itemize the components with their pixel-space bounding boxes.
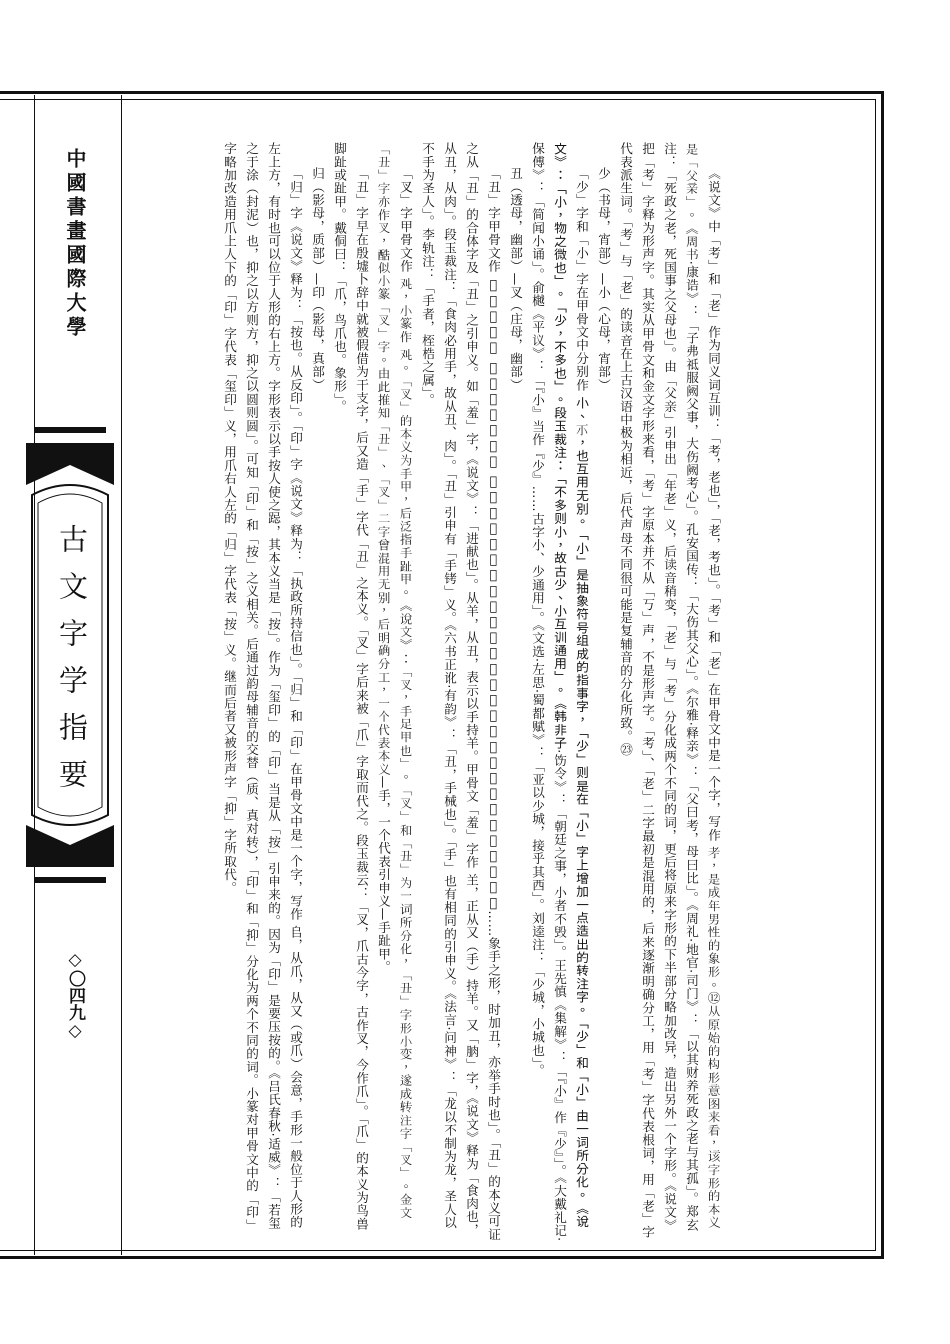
paragraph: 「归」字《说文》释为：「按也。从反印」。「印」字《说文》释为：「执政所持信也」。「归」和「印」在甲骨文中是一个字，写作 𠂤，从爪，从又（或爪）会意，手形一般位于人形的左上方，有时也可以位于人形的右上方。字形表示以手按人使之跽，其本义当是「按」。作为「玺印」的「印」当是从「按」引申来的。因为「印」是要压按的。《吕氏春秋·适威》：「若玺之于涂（封泥）也，抑之以方则方，抑之以圆则圆」。可知「印」和「按」之义相关。后通过韵母辅音的交替（质、真对转），「印」和「抑」分化为两个不同的词。小篆对甲骨文中的「印」字略加改造用爪上人下的「印」字代表「玺印」义，用爪右人左的「归」字代表「按」义。继而后者又被形声字「抑」字所取代。: [222, 142, 303, 1232]
section-heading: 丑（透母，幽部）—叉（庄母，幽部）: [508, 167, 523, 392]
page-number: ◇〇四九◇: [65, 950, 85, 1041]
paragraph: 「少」字和「小」字在甲骨文中分别作 𡭔、𡭕，也互用无别。「小」是抽象符号组成的指事字，「少」则是在「小」字上增加一点造出的转注字。「少」和「小」由一词所分化。《说文》：「小，物之微也」。「少，不多也」。段玉裁注：「不多则小，故古少、小互训通用」。《韩非子·饬令》：「朝廷之事，小者不毁」。王先慎《集解》：「『小』作『少』」。《大戴礼记·保傅》：「简闻小诵」。俞樾《平议》：「『小』当作『少』……古字小、少通用」。《文选·左思·蜀都赋》：「亚以少城，接乎其西」。刘逵注：「少城，小城也」。: [530, 142, 589, 1242]
book-title: 古文字学指要: [55, 524, 89, 806]
spine-divider: [121, 95, 122, 1255]
section-heading: 少（书母，宵部）—小（心母，宵部）: [596, 167, 611, 392]
title-banner: [22, 425, 118, 885]
paragraph: 「叉」字甲骨文作 𠬜，小篆作 𠬜。「叉」的本义为手甲，后泛指手趾甲。《说文》：「叉，手足甲也」。「叉」和「丑」为一词所分化，「丑」字形小变，遂成转注字「叉」。金文「丑」字亦作叉，酷似小篆「叉」字。由此推知「丑」、「叉」二字曾混用无别，后明确分工，一个代表本义—手，一个代表引申义—手趾甲。: [376, 142, 413, 1220]
main-text: [156, 142, 724, 1242]
publisher-name: 中國書畫國際大學: [63, 148, 87, 340]
paragraph: 「丑」字早在殷墟卜辞中就被假借为干支字，后又造「手」字代「丑」之本义。「叉」字后来被「爪」字取而代之。段玉裁云：「叉，爪古今字，古作叉，今作爪」。「爪」的本义为鸟兽脚趾或趾甲。戴侗曰：「爪，鸟爪也。象形」。: [332, 142, 369, 1231]
section-heading: 归（影母，质部）—印（影母，真部）: [310, 167, 325, 392]
paragraph: 「丑」字甲骨文作 𠃢，金文作 𠃢、𠃢，小篆作 𠃢。「丑」为手之初文，象屈指手形。《说文》：「丑，纽也。……象手之形，时加丑，亦举手时也」。「丑」的本义可证之从「丑」的合体字及「丑」之引申义。如「羞」字，《说文》：「进献也」。从羊，从丑，表示以手持羊。甲骨文「羞」字作 𦍌，正从又（手）持羊。又「朒」字，《说文》释为「食肉也，从丑，从肉」。段玉裁注：「食肉必用手，故从丑、肉」。「丑」引申有「手铐」义。《六书正讹·有韵》：「丑，手械也」。「手」也有相同的引申义。《法言·问神》：「龙以不制为龙，圣人以不手为圣人」。李轨注：「手者，桎梏之属」。: [420, 142, 501, 1242]
paragraph: 《说文》中「考」和「老」作为同义词互训：「考，老也」，「老，考也」。「考」和「老」在甲骨文中是一个字，写作 𦒱，是成年男性的象形。⑫从原始的构形意图来看，该字形的本义是「父亲」。《周书·康诰》：「子弗祗服阙父事，大伤阙考心」。孔安国传：「大伤其父心」。《尔雅·释亲》：「父曰考，母曰比」。《周礼·地官·司门》：「以其财养死政之老与其孤」。郑玄注：「死政之老，死国事之父母也」。由「父亲」引申出「年老」义，后读音稍变，「老」与「考」分化成两个不同的词，更后将原来字形的下半部分略加改异，造出另外一个字形。《说文》把「考」字释为形声字。其实从甲骨文和金文字形来看，「考」字原本并不从「丂」声，不是形声字。「考」、「老」二字最初是混用的，后来逐渐明确分工，用「考」字代表根词，用「老」字代表派生词。「考」与「老」的读音在上古汉语中极为相近，后代声母不同很可能是复辅音的分化所致。㉓: [618, 142, 721, 1239]
